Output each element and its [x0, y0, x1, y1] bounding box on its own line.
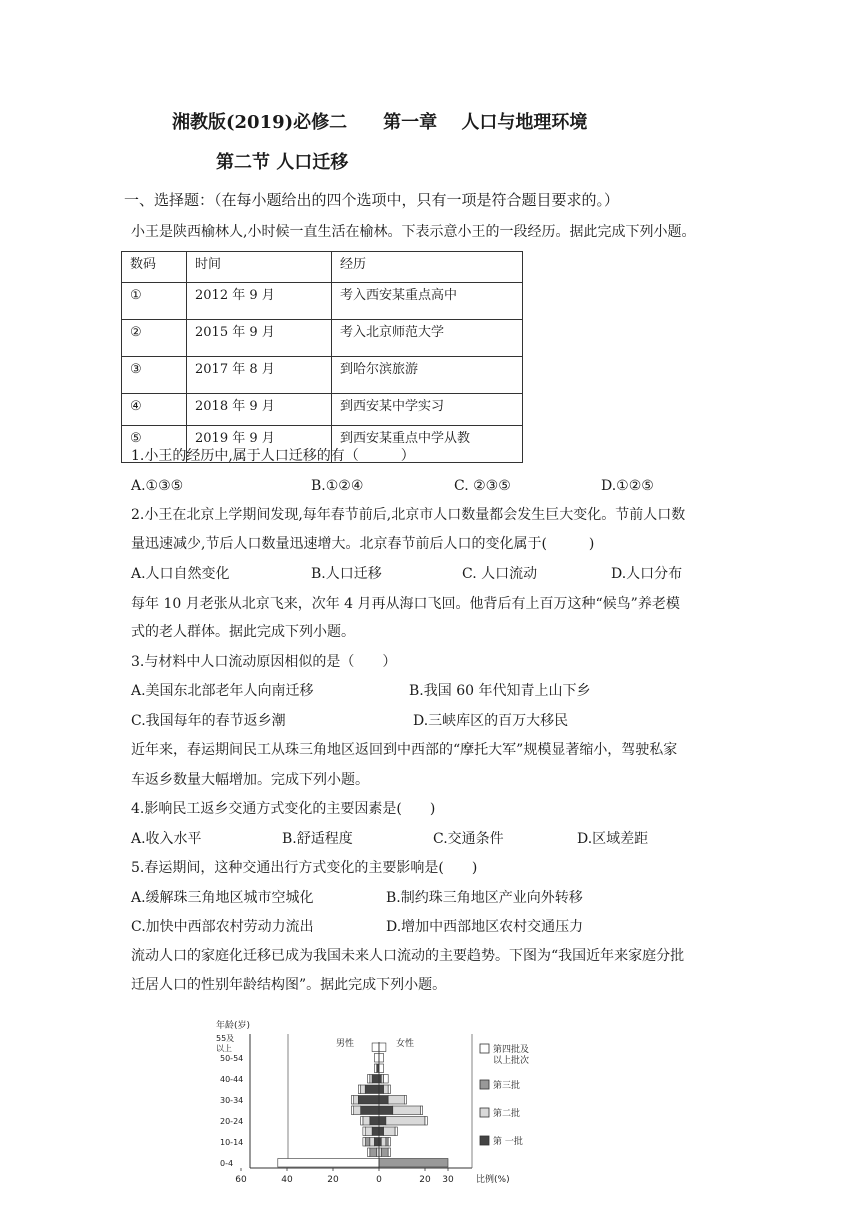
bar-female [386, 1117, 425, 1126]
y-tick-label: 50-54 [220, 1053, 244, 1063]
legend-label: 第四批及 [493, 1045, 530, 1055]
table-cell: ③ [122, 357, 187, 394]
table-cell: 到西安某重点中学从教 [332, 426, 523, 463]
q2-option-c: C. 人口流动 [462, 566, 538, 582]
x-tick-label: 20 [327, 1175, 339, 1185]
legend-swatch [480, 1108, 489, 1117]
table-row [122, 283, 523, 320]
bar-male [365, 1127, 372, 1136]
q3-option-a: A.美国东北部老年人向南迁移 [131, 683, 314, 699]
table-cell: ④ [122, 394, 187, 426]
bar-male [372, 1075, 379, 1084]
question-type-heading: 一、选择题：（在每小题给出的四个选项中，只有一项是符合题目要求的。） [124, 191, 620, 209]
table-row [122, 394, 523, 426]
bar-male [368, 1148, 370, 1157]
q3-option-b: B.我国 60 年代知青上山下乡 [409, 683, 591, 699]
table-cell: ② [122, 320, 187, 357]
bar-female [425, 1117, 427, 1126]
bar-female [384, 1127, 396, 1136]
material-text-2-line-1: 每年 10 月老张从北京飞来，次年 4 月再从海口飞回。他背后有上百万这种“候鸟”养老模 [131, 596, 680, 612]
legend-swatch [480, 1136, 489, 1145]
bar-female [384, 1075, 389, 1084]
legend-swatch [480, 1044, 489, 1053]
question-4-stem: 4.影响民工返乡交通方式变化的主要因素是( ) [131, 801, 436, 817]
bar-female [379, 1054, 384, 1063]
q2-option-d: D.人口分布 [611, 566, 683, 582]
bar-male [351, 1096, 353, 1105]
bar-male [354, 1096, 359, 1105]
x-tick-label: 60 [235, 1175, 247, 1185]
q4-option-c: C.交通条件 [433, 831, 504, 847]
q2-option-a: A.人口自然变化 [131, 566, 230, 582]
bar-female [395, 1127, 397, 1136]
y-tick-label: 55及 [216, 1034, 235, 1043]
q4-option-d: D.区域差距 [577, 831, 649, 847]
bar-male [374, 1064, 376, 1073]
bar-female [379, 1106, 393, 1115]
bar-female [404, 1096, 406, 1105]
question-1-stem: 1.小王的经历中,属于人口迁移的有（ ） [131, 448, 415, 464]
bar-male [368, 1075, 370, 1084]
table-cell: 考入西安某重点高中 [332, 283, 523, 320]
material-text-2-line-2: 式的老人群体。据此完成下列小题。 [131, 624, 355, 640]
bar-female [381, 1148, 388, 1157]
bar-male [372, 1127, 379, 1136]
bar-female [381, 1138, 386, 1147]
bar-female [386, 1138, 388, 1147]
bar-male [358, 1085, 360, 1094]
legend-label: 第 一批 [493, 1137, 523, 1147]
q5-option-a: A.缓解珠三角地区城市空城化 [131, 890, 314, 906]
bar-female [388, 1096, 404, 1105]
q1-option-a: A.①③⑤ [131, 478, 184, 494]
bar-male [370, 1117, 379, 1126]
bar-female [381, 1075, 383, 1084]
y-tick-label: 以上 [216, 1044, 232, 1053]
y-axis-label: 年龄(岁) [216, 1021, 251, 1031]
bar-female [388, 1138, 390, 1147]
bar-male [351, 1106, 353, 1115]
bar-male [370, 1138, 375, 1147]
population-pyramid-chart [210, 1016, 540, 1202]
q4-option-b: B.舒适程度 [282, 831, 353, 847]
bar-male [370, 1075, 372, 1084]
question-5-stem: 5.春运期间，这种交通出行方式变化的主要影响是( ) [131, 860, 478, 876]
x-tick-label: 0 [376, 1175, 382, 1185]
q2-option-b: B.人口迁移 [311, 566, 382, 582]
x-axis-label: 比例(%) [476, 1175, 510, 1185]
female-label: 女性 [396, 1039, 415, 1049]
table-row [122, 320, 523, 357]
material-text-3-line-2: 车返乡数量大幅增加。完成下列小题。 [131, 772, 369, 788]
material-text-3-line-1: 近年来，春运期间民工从珠三角地区返回到中西部的“摩托大军”规模显著缩小，驾驶私家 [131, 742, 678, 758]
section-title: 第二节 人口迁移 [216, 152, 349, 173]
bar-male [370, 1148, 377, 1157]
table-cell: ① [122, 283, 187, 320]
q3-option-d: D.三峡库区的百万大移民 [413, 713, 569, 729]
y-tick-label: 20-24 [220, 1116, 244, 1126]
q5-option-d: D.增加中西部地区农村交通压力 [386, 919, 584, 935]
table-cell: 考入北京师范大学 [332, 320, 523, 357]
bar-female [379, 1159, 448, 1168]
document-title: 湘教版(2019)必修二 第一章 人口与地理环境 [172, 112, 588, 133]
table-cell: 2017 年 8 月 [187, 357, 332, 394]
x-tick-label: 30 [442, 1175, 454, 1185]
table-header-cell: 经历 [332, 252, 523, 283]
bar-female [384, 1085, 389, 1094]
pyramid-svg [210, 1016, 540, 1202]
bar-male [358, 1096, 379, 1105]
bar-male [365, 1085, 379, 1094]
bar-female [388, 1148, 390, 1157]
bar-male [361, 1117, 363, 1126]
legend-label: 以上批次 [493, 1056, 530, 1066]
bar-female [379, 1085, 384, 1094]
y-tick-label: 0-4 [220, 1158, 234, 1168]
bar-female [379, 1117, 386, 1126]
table-cell: 2012 年 9 月 [187, 283, 332, 320]
bar-male [374, 1054, 379, 1063]
table-cell: 到哈尔滨旅游 [332, 357, 523, 394]
bar-male [363, 1117, 370, 1126]
table-cell: 2015 年 9 月 [187, 320, 332, 357]
legend-label: 第三批 [493, 1081, 521, 1091]
q5-option-c: C.加快中西部农村劳动力流出 [131, 919, 314, 935]
question-2-stem-line-2: 量迅速减少,节后人口数量迅速增大。北京春节前后人口的变化属于( ) [131, 536, 595, 552]
legend-swatch [480, 1080, 489, 1089]
y-tick-label: 10-14 [220, 1137, 244, 1147]
x-tick-label: 40 [281, 1175, 293, 1185]
table-header-cell: 数码 [122, 252, 187, 283]
bar-female [379, 1127, 384, 1136]
bar-male [374, 1138, 379, 1147]
x-tick-label: 20 [419, 1175, 431, 1185]
bar-female [420, 1106, 422, 1115]
bar-male [365, 1138, 370, 1147]
bar-female [379, 1096, 388, 1105]
material-text-4-line-1: 流动人口的家庭化迁移已成为我国未来人口流动的主要趋势。下图为“我国近年来家庭分批 [131, 948, 685, 964]
bar-female [388, 1085, 390, 1094]
bar-male [372, 1043, 379, 1052]
bar-male [363, 1127, 365, 1136]
male-label: 男性 [336, 1039, 355, 1049]
bar-male [278, 1159, 379, 1168]
bar-female [393, 1106, 421, 1115]
question-2-stem-line-1: 2.小王在北京上学期间发现,每年春节前后,北京市人口数量都会发生巨大变化。节前人口数 [131, 507, 686, 523]
material-text-4-line-2: 迁居人口的性别年龄结构图”。据此完成下列小题。 [131, 977, 447, 993]
table-row [122, 357, 523, 394]
bar-male [354, 1106, 361, 1115]
table-cell: 2018 年 9 月 [187, 394, 332, 426]
q3-option-c: C.我国每年的春节返乡潮 [131, 713, 286, 729]
q5-option-b: B.制约珠三角地区产业向外转移 [386, 890, 583, 906]
table-header-cell: 时间 [187, 252, 332, 283]
q1-option-d: D.①②⑤ [601, 478, 654, 494]
bar-male [361, 1106, 379, 1115]
table-header-row [122, 252, 523, 283]
q4-option-a: A.收入水平 [131, 831, 202, 847]
question-3-stem: 3.与材料中人口流动原因相似的是（ ） [131, 654, 397, 670]
bar-male [361, 1085, 366, 1094]
bar-female [379, 1064, 384, 1073]
experience-table [121, 251, 523, 463]
bar-male [363, 1138, 365, 1147]
legend-label: 第二批 [493, 1109, 521, 1119]
bar-female [379, 1043, 386, 1052]
y-tick-label: 30-34 [220, 1095, 244, 1105]
q1-option-b: B.①②④ [311, 478, 364, 494]
material-text-1: 小王是陕西榆林人,小时候一直生活在榆林。下表示意小王的一段经历。据此完成下列小题。 [131, 224, 696, 240]
y-tick-label: 40-44 [220, 1074, 244, 1084]
table-cell: 2019 年 9 月 [187, 426, 332, 463]
table-cell: ⑤ [122, 426, 187, 463]
table-cell: 到西安某中学实习 [332, 394, 523, 426]
q1-option-c: C. ②③⑤ [454, 478, 511, 494]
